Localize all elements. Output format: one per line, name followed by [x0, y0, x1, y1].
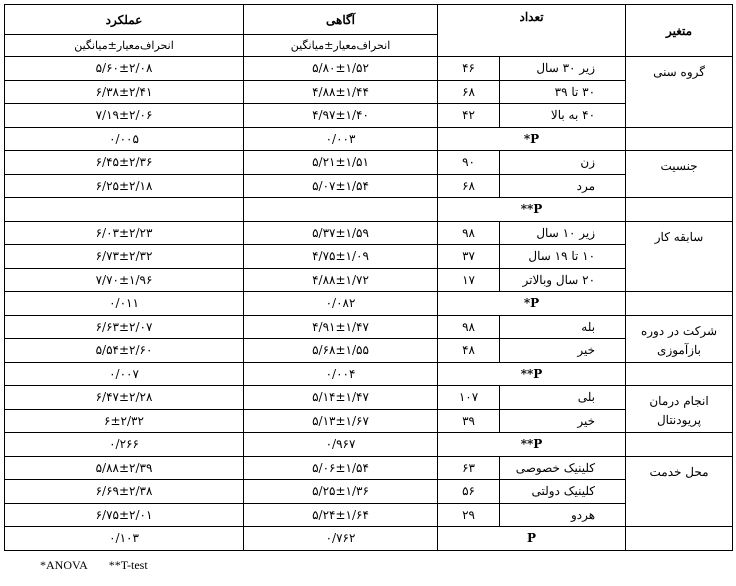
- table-row: [5, 480, 733, 504]
- row-performance: ۶/۶۹±۲/۳۸: [5, 480, 244, 504]
- row-label: مرد: [500, 174, 626, 198]
- p-label: P**: [438, 198, 626, 222]
- row-label: زیر ۳۰ سال: [500, 57, 626, 81]
- row-awareness: ۴/۸۸±۱/۴۴: [244, 80, 438, 104]
- empty-cell: [626, 292, 733, 316]
- row-count: ۹۸: [438, 315, 500, 339]
- row-awareness: ۵/۲۱±۱/۵۱: [244, 151, 438, 175]
- table-row: [5, 104, 733, 128]
- p-performance: ۰/۰۰۵: [5, 127, 244, 151]
- group-name: انجام درمان پریودنتال: [626, 386, 733, 433]
- p-label: P: [438, 527, 626, 551]
- row-awareness: ۵/۲۵±۱/۳۶: [244, 480, 438, 504]
- p-performance: [5, 198, 244, 222]
- p-value-row: [5, 362, 733, 386]
- row-label: ۲۰ سال وبالاتر: [500, 268, 626, 292]
- row-count: ۹۰: [438, 151, 500, 175]
- table-row: [5, 339, 733, 363]
- p-awareness: ۰/۹۶۷: [244, 433, 438, 457]
- row-count: ۶۸: [438, 80, 500, 104]
- p-awareness: ۰/۷۶۲: [244, 527, 438, 551]
- row-performance: ۵/۸۸±۲/۳۹: [5, 456, 244, 480]
- p-performance: ۰/۲۶۶: [5, 433, 244, 457]
- row-awareness: ۵/۸۰±۱/۵۲: [244, 57, 438, 81]
- table-row: [5, 268, 733, 292]
- row-label: ۳۰ تا ۳۹: [500, 80, 626, 104]
- row-count: ۴۶: [438, 57, 500, 81]
- row-awareness: ۵/۱۳±۱/۶۷: [244, 409, 438, 433]
- p-performance: ۰/۰۱۱: [5, 292, 244, 316]
- empty-cell: [626, 362, 733, 386]
- row-label: کلینیک دولتی: [500, 480, 626, 504]
- row-label: ۴۰ به بالا: [500, 104, 626, 128]
- table-row: [5, 456, 733, 480]
- row-awareness: ۵/۲۴±۱/۶۴: [244, 503, 438, 527]
- row-count: ۱۷: [438, 268, 500, 292]
- table-row: [5, 221, 733, 245]
- p-value-row: [5, 433, 733, 457]
- row-count: ۲۹: [438, 503, 500, 527]
- row-awareness: ۴/۹۱±۱/۴۷: [244, 315, 438, 339]
- p-performance: ۰/۰۰۷: [5, 362, 244, 386]
- row-performance: ۶/۴۷±۲/۲۸: [5, 386, 244, 410]
- row-label: بلی: [500, 386, 626, 410]
- row-performance: ۶/۷۵±۲/۰۱: [5, 503, 244, 527]
- row-performance: ۷/۷۰±۱/۹۶: [5, 268, 244, 292]
- row-count: ۹۸: [438, 221, 500, 245]
- row-performance: ۶/۲۵±۲/۱۸: [5, 174, 244, 198]
- p-label: P**: [438, 362, 626, 386]
- row-performance: ۶/۴۵±۲/۳۶: [5, 151, 244, 175]
- table-body: [5, 57, 733, 551]
- row-count: ۳۷: [438, 245, 500, 269]
- table-row: [5, 315, 733, 339]
- p-value-row: [5, 198, 733, 222]
- p-label: P*: [438, 127, 626, 151]
- row-count: ۴۲: [438, 104, 500, 128]
- p-label: P*: [438, 292, 626, 316]
- row-awareness: ۴/۹۷±۱/۴۰: [244, 104, 438, 128]
- group-name: شرکت در دوره بازآموزی: [626, 315, 733, 362]
- table-row: [5, 80, 733, 104]
- row-count: ۳۹: [438, 409, 500, 433]
- table-row: [5, 409, 733, 433]
- row-label: بله: [500, 315, 626, 339]
- p-value-row: [5, 292, 733, 316]
- results-table: [4, 4, 733, 551]
- row-performance: ۵/۵۴±۲/۶۰: [5, 339, 244, 363]
- row-performance: ۶/۳۸±۲/۴۱: [5, 80, 244, 104]
- row-awareness: ۵/۶۸±۱/۵۵: [244, 339, 438, 363]
- p-value-row: [5, 527, 733, 551]
- row-count: ۶۸: [438, 174, 500, 198]
- p-value-row: [5, 127, 733, 151]
- row-awareness: ۵/۰۶±۱/۵۴: [244, 456, 438, 480]
- p-awareness: ۰/۰۰۳: [244, 127, 438, 151]
- row-performance: ۶±۲/۳۲: [5, 409, 244, 433]
- empty-cell: [626, 527, 733, 551]
- footnote-anova: *ANOVA: [40, 558, 88, 572]
- p-awareness: ۰/۰۸۲: [244, 292, 438, 316]
- table-row: [5, 503, 733, 527]
- row-awareness: ۵/۳۷±۱/۵۹: [244, 221, 438, 245]
- table-row: [5, 174, 733, 198]
- row-label: ۱۰ تا ۱۹ سال: [500, 245, 626, 269]
- row-label: زن: [500, 151, 626, 175]
- header-count: تعداد: [438, 5, 626, 57]
- p-awareness: ۰/۰۰۴: [244, 362, 438, 386]
- p-performance: ۰/۱۰۳: [5, 527, 244, 551]
- footnote-ttest: **T-test: [108, 558, 148, 572]
- header-performance: عملکرد: [5, 5, 244, 35]
- footnotes: [40, 558, 166, 573]
- row-awareness: ۴/۸۸±۱/۷۲: [244, 268, 438, 292]
- table-row: [5, 57, 733, 81]
- table-row: [5, 386, 733, 410]
- header-variable: متغیر: [626, 5, 733, 57]
- row-performance: ۶/۰۳±۲/۲۳: [5, 221, 244, 245]
- group-name: محل خدمت: [626, 456, 733, 527]
- row-awareness: ۵/۰۷±۱/۵۴: [244, 174, 438, 198]
- row-performance: ۵/۶۰±۲/۰۸: [5, 57, 244, 81]
- row-label: زیر ۱۰ سال: [500, 221, 626, 245]
- group-name: سابقه کار: [626, 221, 733, 292]
- header-awareness: آگاهی: [244, 5, 438, 35]
- group-name: جنسیت: [626, 151, 733, 198]
- row-label: خیر: [500, 409, 626, 433]
- subheader-performance: انحراف‌معیار±میانگین: [5, 35, 244, 57]
- row-count: ۶۳: [438, 456, 500, 480]
- row-awareness: ۴/۷۵±۱/۰۹: [244, 245, 438, 269]
- row-awareness: ۵/۱۴±۱/۴۷: [244, 386, 438, 410]
- empty-cell: [626, 198, 733, 222]
- p-awareness: [244, 198, 438, 222]
- row-performance: ۶/۶۳±۲/۰۷: [5, 315, 244, 339]
- subheader-awareness: انحراف‌معیار±میانگین: [244, 35, 438, 57]
- row-count: ۱۰۷: [438, 386, 500, 410]
- row-count: ۴۸: [438, 339, 500, 363]
- empty-cell: [626, 433, 733, 457]
- row-performance: ۶/۷۳±۲/۳۲: [5, 245, 244, 269]
- table-row: [5, 245, 733, 269]
- row-label: خیر: [500, 339, 626, 363]
- row-performance: ۷/۱۹±۲/۰۶: [5, 104, 244, 128]
- row-label: کلینیک خصوصی: [500, 456, 626, 480]
- empty-cell: [626, 127, 733, 151]
- row-label: هردو: [500, 503, 626, 527]
- group-name: گروه سنی: [626, 57, 733, 128]
- row-count: ۵۶: [438, 480, 500, 504]
- p-label: P**: [438, 433, 626, 457]
- table-row: [5, 151, 733, 175]
